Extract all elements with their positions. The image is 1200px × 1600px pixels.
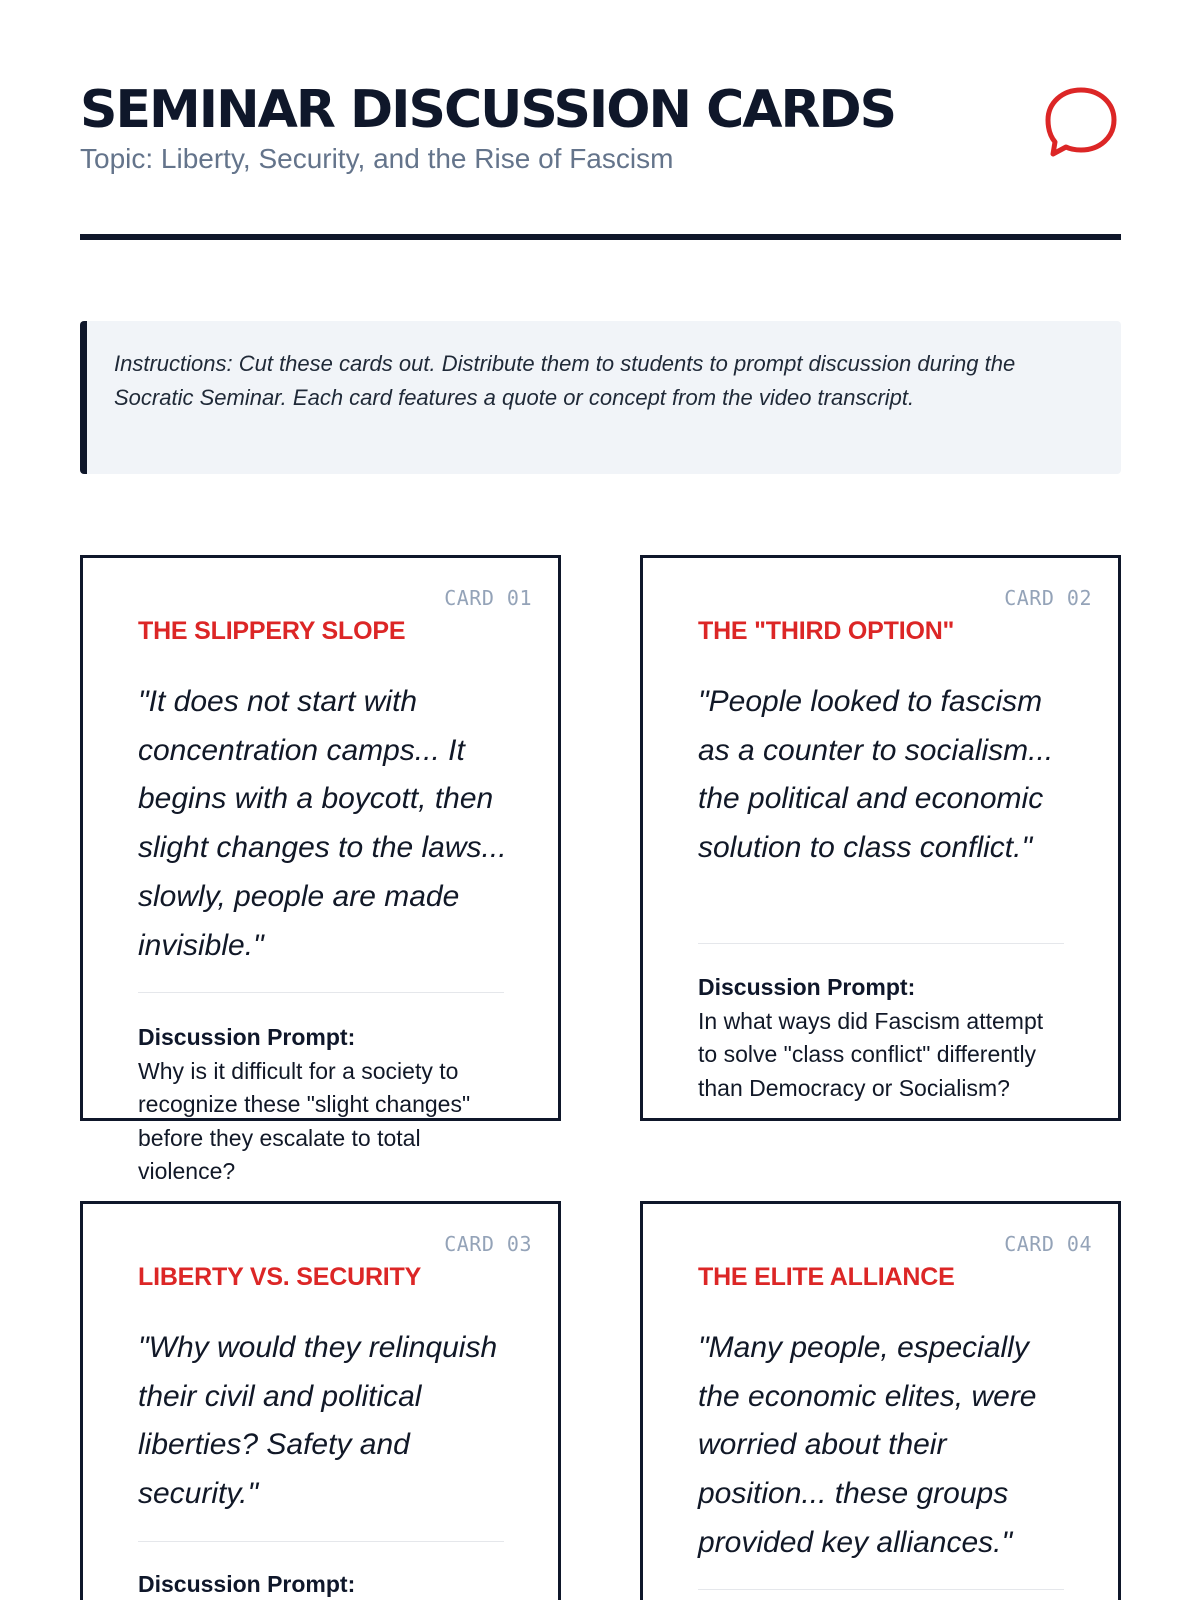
card-number: CARD 02 (1004, 586, 1092, 610)
discussion-card (80, 555, 561, 1184)
card-number: CARD 03 (444, 1232, 532, 1256)
page-subtitle: Topic: Liberty, Security, and the Rise of Fascism (80, 143, 674, 174)
prompt-label: Discussion Prompt: (138, 1024, 356, 1050)
instructions-text: Instructions: Cut these cards out. Distribute them to students to prompt discussion during the Socratic Seminar. Each card features a quote or concept from the video transcript. (114, 351, 1016, 410)
page-title: SEMINAR DISCUSSION CARDS (80, 80, 896, 140)
header-divider (80, 234, 1121, 240)
card-title: LIBERTY VS. SECURITY (138, 1263, 422, 1291)
header (80, 80, 1120, 176)
instructions-box (80, 321, 1121, 474)
discussion-card (640, 555, 1121, 1121)
card-quote: "Why would they relinquish their civil and political liberties? Safety and security." (138, 1331, 498, 1511)
card-divider (698, 943, 1064, 944)
card-divider (138, 992, 504, 993)
prompt-text: In what ways did Fascism attempt to solve "class conflict" differently than Democracy or Socialism? (698, 1008, 1044, 1101)
card-divider (138, 1541, 504, 1542)
prompt-label: Discussion Prompt: (698, 974, 916, 1000)
prompt-label: Discussion Prompt: (138, 1571, 356, 1597)
card-quote: "People looked to fascism as a counter to socialism... the political and economic solution to class conflict." (698, 685, 1054, 865)
card-quote: "Many people, especially the economic elites, were worried about their position... these groups provided key alliances." (698, 1331, 1037, 1559)
card-divider (698, 1589, 1064, 1590)
card-title: THE ELITE ALLIANCE (698, 1263, 955, 1291)
card-number: CARD 01 (444, 586, 532, 610)
card-quote: "It does not start with concentration camps... It begins with a boycott, then slight changes to the laws... slowly, people are made invisible." (138, 685, 507, 962)
prompt-text: Why is it difficult for a society to recognize these "slight changes" before they escalate to total violence? (138, 1058, 471, 1184)
discussion-card (80, 1201, 561, 1600)
card-title: THE "THIRD OPTION" (698, 617, 955, 645)
chat-bubble-icon (1042, 84, 1120, 162)
discussion-card (640, 1201, 1121, 1600)
card-number: CARD 04 (1004, 1232, 1092, 1256)
card-title: THE SLIPPERY SLOPE (138, 617, 406, 645)
